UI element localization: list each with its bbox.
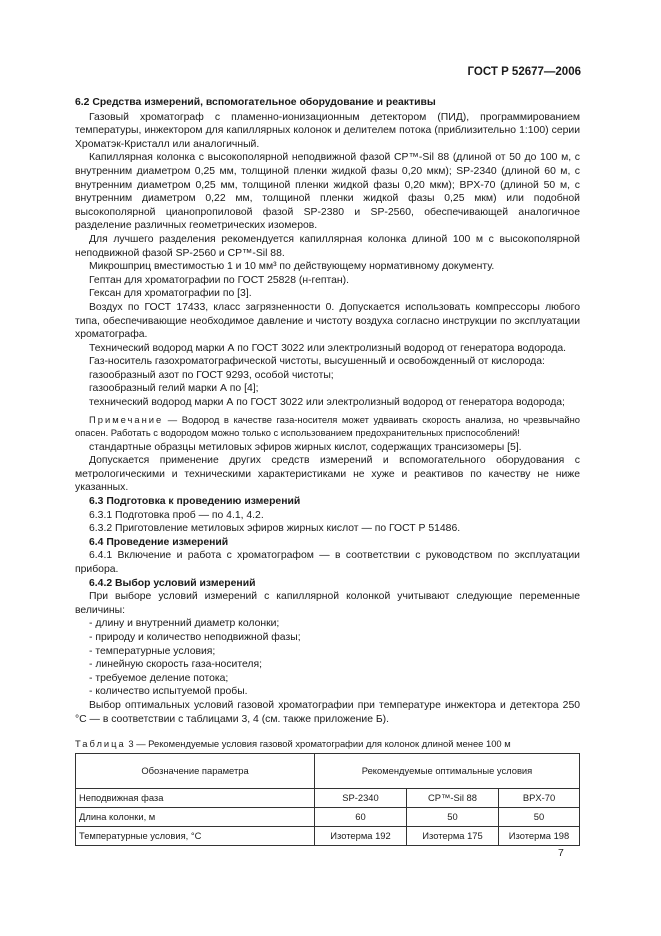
paragraph-technical-hydrogen: технический водород марки А по ГОСТ 3022 или электролизный водород от генератора водорода; xyxy=(89,397,565,409)
table-cell: Неподвижная фаза xyxy=(76,788,315,807)
table-cell: Длина колонки, м xyxy=(76,807,315,826)
variables-list xyxy=(75,617,580,699)
table-cell: SP-2340 xyxy=(315,788,407,807)
paragraph-variables-intro: При выборе условий измерений с капиллярной колонкой учитывают следующие переменные величины: xyxy=(75,591,580,616)
paragraph-6-4-1: 6.4.1 Включение и работа с хроматографом — в соответствии с руководством по эксплуатации прибора. xyxy=(75,550,580,575)
table-cell: CP™-Sil 88 xyxy=(407,788,499,807)
paragraph-6-3-2: 6.3.2 Приготовление метиловых эфиров жирных кислот — по ГОСТ Р 51486. xyxy=(89,523,461,535)
paragraph-nitrogen: газообразный азот по ГОСТ 9293, особой чистоты; xyxy=(89,369,334,381)
subsection-heading-6-4-2: 6.4.2 Выбор условий измерений xyxy=(89,577,256,589)
table-cell: BPX-70 xyxy=(499,788,580,807)
table-row xyxy=(76,788,580,807)
note-text: — Водород в качестве газа-носителя может удваивать скорость анализа, но чрезвычайно опасен. Работать с водородом можно только с использованием предохранительных приспособлений! xyxy=(75,413,580,438)
list-item: - требуемое деление потока; xyxy=(89,672,229,684)
table-cell: Изотерма 192 xyxy=(315,826,407,845)
paragraph-heptane: Гептан для хроматографии по ГОСТ 25828 (н-гептан). xyxy=(89,274,350,286)
table-row xyxy=(76,826,580,845)
paragraph-column-recommendation: Для лучшего разделения рекомендуется капиллярная колонка длиной 100 м с высокополярной неподвижной фазой SP-2560 и CP™-Sil 88. xyxy=(75,233,580,259)
list-item: - температурные условия; xyxy=(89,645,216,657)
gc-conditions-table xyxy=(75,753,580,846)
paragraph-standard-samples: стандартные образцы метиловых эфиров жирных кислот, содержащих трансизомеры [5]. xyxy=(89,441,522,453)
section-heading-6-3: 6.3 Подготовка к проведению измерений xyxy=(89,496,301,508)
paragraph-6-3-1: 6.3.1 Подготовка проб — по 4.1, 4.2. xyxy=(89,509,264,521)
table-caption-label: Таблица xyxy=(75,738,126,750)
table-row xyxy=(76,807,580,826)
table-cell: Изотерма 198 xyxy=(499,826,580,845)
paragraph-carrier-gas: Газ-носитель газохроматографической чистоты, высушенный и освобожденный от кислорода: xyxy=(89,356,545,368)
document-standard-header: ГОСТ Р 52677—2006 xyxy=(467,66,581,78)
header-cell-parameter: Обозначение параметра xyxy=(76,753,315,788)
header-cell-values: Рекомендуемые оптимальные условия xyxy=(315,753,580,788)
table-cell: 50 xyxy=(499,807,580,826)
paragraph-microsyringe: Микрошприц вместимостью 1 и 10 мм³ по действующему нормативному документу. xyxy=(89,261,495,273)
table-caption-text: 3 — Рекомендуемые условия газовой хроматографии для колонок длиной менее 100 м xyxy=(125,738,511,750)
list-item: - природу и количество неподвижной фазы; xyxy=(89,631,301,643)
list-item: - линейную скорость газа-носителя; xyxy=(89,659,262,671)
table-header-row xyxy=(76,753,580,788)
paragraph-optimal-conditions: Выбор оптимальных условий газовой хроматографии при температуре инжектора и детектора 250 °С — в соответствии с таблицами 3, 4 (см. также приложение Б). xyxy=(75,699,580,725)
paragraph-helium: газообразный гелий марки А по [4]; xyxy=(89,383,259,395)
note-label: Примечание xyxy=(89,413,164,425)
list-item: - количество испытуемой пробы. xyxy=(89,686,248,698)
paragraph-chromatograph: Газовый хроматограф с пламенно-ионизационным детектором (ПИД), программированием температуры, инжектором для капиллярных колонок и делителем потока (приблизительно 1:100) серии Хроматэк-Кристалл или аналогичный. xyxy=(75,111,580,150)
section-heading-6-2: 6.2 Средства измерений, вспомогательное оборудование и реактивы xyxy=(75,97,436,108)
note-hydrogen-safety xyxy=(75,413,580,439)
paragraph-hexane: Гексан для хроматографии по [3]. xyxy=(89,288,252,300)
paragraph-capillary-column: Капиллярная колонка с высокополярной неподвижной фазой CP™-Sil 88 (длиной от 50 до 100 м, с внутренним диаметром 0,25 мм, толщиной пленки жидкой фазы 0,20 мкм); SP-2340 (длиной 60 м, с внутренним диаметром 0,25 мм, толщиной пленки жидкой фазы 0,20 мкм); BPX-70 (длиной 50 м, с внутренним диаметром 0,22 мм, толщиной пленки жидкой фазы 0,25 мкм) или подобной высокополярной цианопропиловой фазой SP-2380 и SP-2560, обеспечивающей аналогичное разделение различных геометрических изомеров. xyxy=(75,152,580,232)
page-number: 7 xyxy=(558,847,564,859)
table-cell: Температурные условия, °С xyxy=(76,826,315,845)
section-heading-6-4: 6.4 Проведение измерений xyxy=(89,536,229,548)
paragraph-other-equipment: Допускается применение других средств измерений и вспомогательного оборудования с метрологическими и техническими характеристиками не хуже и реактивов по качеству не ниже указанных. xyxy=(75,455,580,494)
table-cell: 50 xyxy=(407,807,499,826)
table-cell: Изотерма 175 xyxy=(407,826,499,845)
paragraph-air: Воздух по ГОСТ 17433, класс загрязненности 0. Допускается использовать компрессоры любого типа, обеспечивающие необходимое давление и чистоту воздуха согласно инструкции по эксплуатации хроматографа. xyxy=(75,301,580,341)
page-content xyxy=(75,96,580,846)
table-cell: 60 xyxy=(315,807,407,826)
table-caption xyxy=(75,737,580,751)
paragraph-hydrogen: Технический водород марки А по ГОСТ 3022 или электролизный водород от генератора водорода. xyxy=(89,342,567,354)
list-item: - длину и внутренний диаметр колонки; xyxy=(89,618,280,630)
